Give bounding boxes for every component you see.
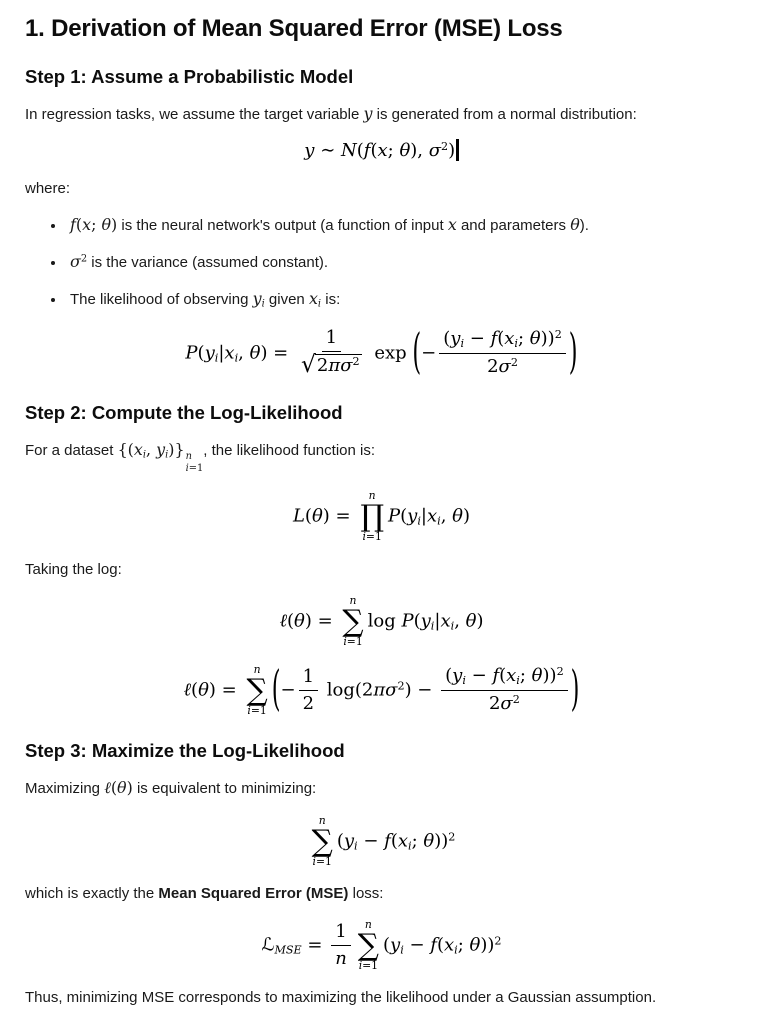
- inline-math: θ: [570, 214, 580, 234]
- bold-text: Mean Squared Error (MSE): [158, 884, 349, 902]
- text-cursor: [456, 139, 459, 161]
- inline-math: y: [363, 104, 373, 124]
- formula-likelihood: P(yi|xi, θ) = 1 √ $2\pi\sigma^2$ exp (− $\frac{(yi - f(xi; \theta))^2}{2\sigma^2}$ ): [185, 325, 578, 380]
- step3-heading: Step 3: Maximize the Log-Likelihood: [25, 740, 345, 762]
- taking-log-label: Taking the log:: [25, 560, 122, 578]
- step2-intro: For a dataset {(xi, yi)} n i=1 , the likelihood function is:: [25, 439, 376, 475]
- step1-intro: In regression tasks, we assume the target variable y is generated from a normal distribution:: [25, 104, 637, 124]
- list-item: • The likelihood of observing yi given xi is:: [66, 288, 738, 311]
- inline-math: $\sigma^2$: [70, 252, 88, 271]
- list-item: • f(x; θ) is the neural network's output (a function of input x and parameters θ).: [66, 214, 738, 236]
- inline-math: yi: [252, 289, 265, 310]
- inline-math: {(xi, yi)} n i=1: [117, 439, 204, 475]
- inline-math: ℓ(θ): [104, 778, 133, 798]
- step1-heading: Step 1: Assume a Probabilistic Model: [25, 66, 354, 87]
- inline-math: x: [447, 214, 457, 234]
- formula-log-likelihood-expanded: ℓ(θ) = n ∑ i=1 (− $\frac{1}{2}$ $\log(2\pi\sigma^2)$ − $\frac{(yi - f(xi; \theta))^2}{2\sigma^2}$ ): [183, 662, 580, 718]
- inline-math: f(x; θ): [70, 214, 118, 234]
- where-label: where:: [25, 179, 71, 197]
- inline-math: xi: [308, 289, 322, 310]
- list-item: • $\sigma^2$ is the variance (assumed constant).: [66, 251, 738, 273]
- assumptions-list: [25, 214, 738, 312]
- page-title: 1. Derivation of Mean Squared Error (MSE) Loss: [25, 15, 563, 42]
- step3-intro: Maximizing ℓ(θ) is equivalent to minimizing:: [25, 778, 317, 798]
- step2-heading: Step 2: Compute the Log-Likelihood: [25, 401, 343, 423]
- conclusion: Thus, minimizing MSE corresponds to maximizing the likelihood under a Gaussian assumption.: [25, 989, 657, 1007]
- formula-model: y ∼ N(f(x; θ), $\sigma^2$): [25, 139, 738, 163]
- mse-identification: which is exactly the Mean Squared Error (MSE) loss:: [25, 884, 384, 902]
- formula-product-likelihood: L(θ) = n ∏ i=1 P(yi|xi, θ): [292, 489, 471, 544]
- formula-log-likelihood-sum: ℓ(θ) = n ∑ i=1 log P(yi|xi, θ): [279, 593, 484, 648]
- formula-mse-loss: ℒMSE = $\frac{1}{n}$ n ∑ i=1 (yi − f(xi; θ))$^2$: [261, 917, 502, 973]
- formula-sum-squared-errors: n ∑ i=1 (yi − f(xi; θ))$^2$: [311, 813, 456, 868]
